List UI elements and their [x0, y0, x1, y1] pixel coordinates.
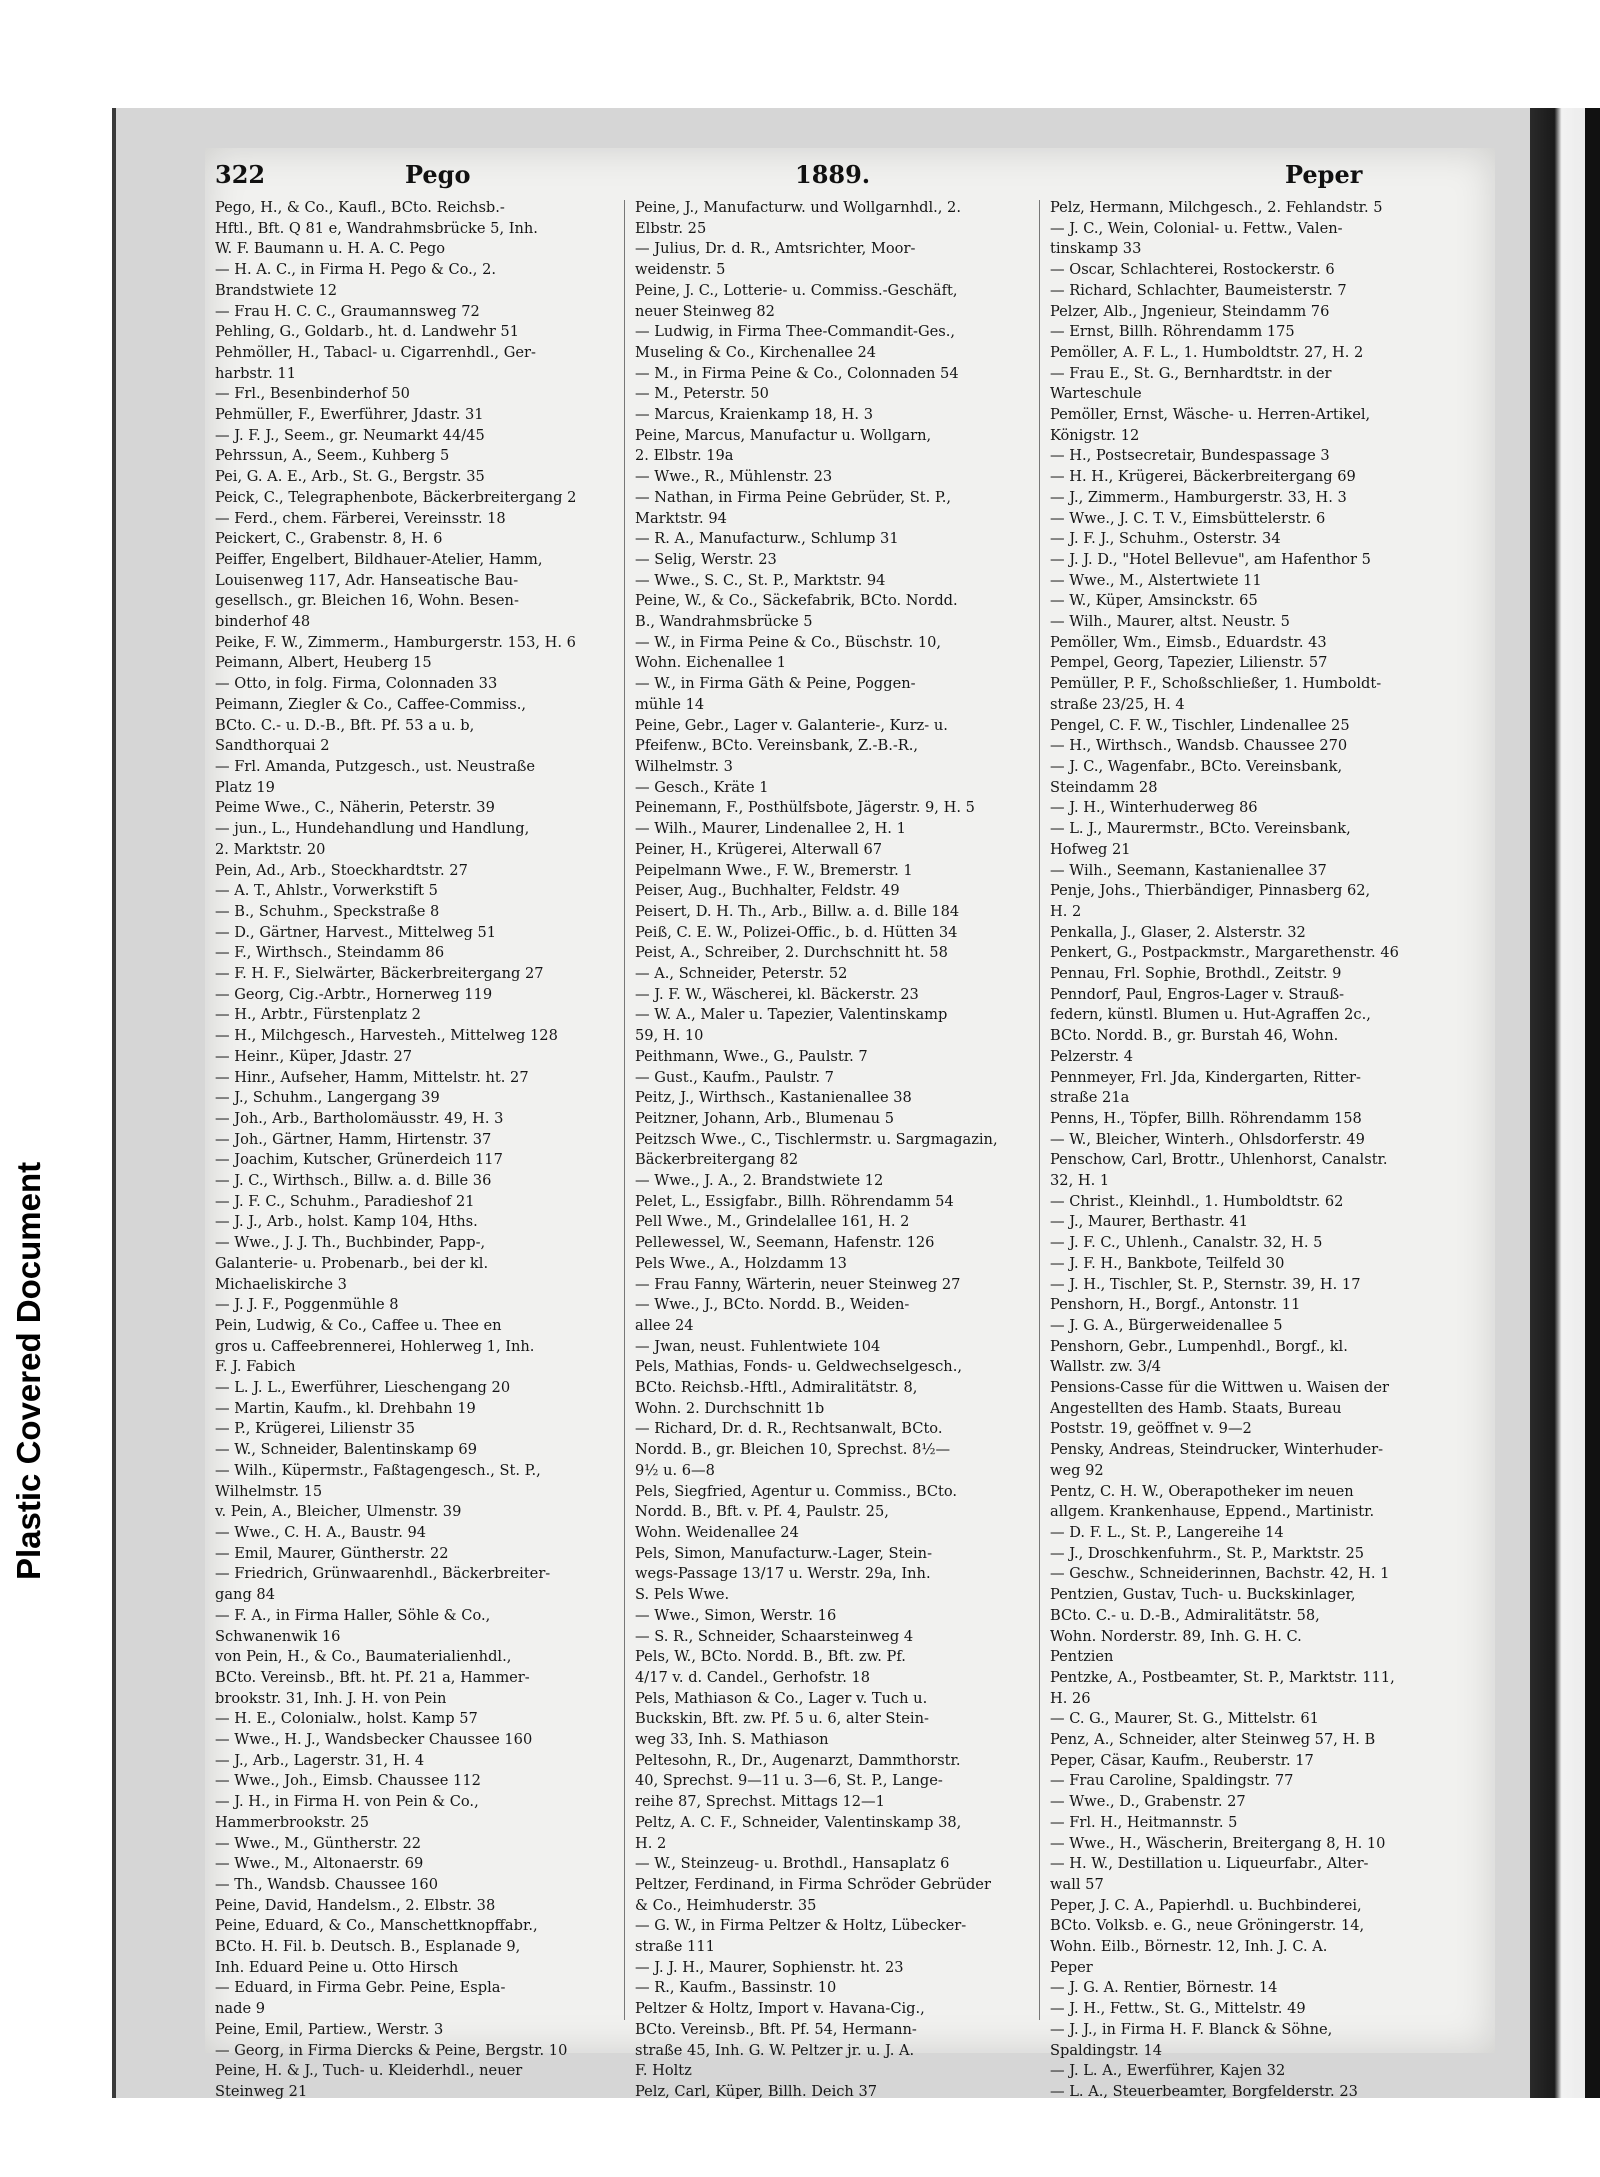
directory-entry: — W., Küper, Amsinckstr. 65	[1050, 592, 1258, 610]
directory-entry: — P., Krügerei, Lilienstr 35	[215, 1420, 416, 1438]
directory-entry: Pei, G. A. E., Arb., St. G., Bergstr. 35	[215, 468, 485, 486]
directory-entry: — Wwe., J. A., 2. Brandstwiete 12	[635, 1172, 884, 1190]
directory-entry: — Frau Caroline, Spaldingstr. 77	[1050, 1772, 1294, 1790]
directory-entry: — Friedrich, Grünwaarenhdl., Bäckerbreiter-	[215, 1565, 551, 1583]
directory-entry: Pensky, Andreas, Steindrucker, Winterhuder-	[1050, 1441, 1384, 1459]
directory-entry: tinskamp 33	[1050, 240, 1142, 258]
directory-entry: Pein, Ad., Arb., Stoeckhardtstr. 27	[215, 861, 468, 879]
directory-entry: weg 33, Inh. S. Mathiason	[635, 1731, 829, 1749]
directory-entry: Brandstwiete 12	[215, 281, 338, 299]
directory-entry: F. Holtz	[635, 2062, 692, 2080]
directory-entry: Penshorn, Gebr., Lumpenhdl., Borgf., kl.	[1050, 1337, 1348, 1355]
running-head-left: Pego	[405, 160, 471, 189]
directory-entry: Museling & Co., Kirchenallee 24	[635, 343, 877, 361]
directory-entry: — W., in Firma Peine & Co., Büschstr. 10,	[635, 633, 942, 651]
directory-entry: — Wilh., Küpermstr., Faßtagengesch., St. P.,	[215, 1461, 541, 1479]
directory-entry: Peine, H. & J., Tuch- u. Kleiderhdl., neuer	[215, 2062, 523, 2080]
directory-entry: — H., Postsecretair, Bundespassage 3	[1050, 447, 1330, 465]
directory-entry: S. Pels Wwe.	[635, 1586, 730, 1604]
directory-entry: BCto. H. Fil. b. Deutsch. B., Esplanade 9,	[215, 1938, 521, 1956]
directory-entry: F. J. Fabich	[215, 1358, 296, 1376]
directory-entry: Hammerbrookstr. 25	[215, 1813, 370, 1831]
directory-entry: Wilhelmstr. 15	[215, 1482, 323, 1500]
directory-entry: Pemöller, Ernst, Wäsche- u. Herren-Artikel,	[1050, 406, 1371, 424]
directory-entry: — Geschw., Schneiderinnen, Bachstr. 42, H. 1	[1050, 1565, 1390, 1583]
running-head-right: Peper	[1285, 160, 1363, 189]
directory-entry: — Georg, in Firma Diercks & Peine, Bergstr. 10	[215, 2041, 568, 2059]
directory-entry: — A., Schneider, Peterstr. 52	[635, 965, 848, 983]
directory-entry: Peick, C., Telegraphenbote, Bäckerbreitergang 2	[215, 488, 577, 506]
directory-entry: — A. T., Ahlstr., Vorwerkstift 5	[215, 882, 438, 900]
directory-entry: Peitz, J., Wirthsch., Kastanienallee 38	[635, 1089, 912, 1107]
directory-entry: H. 26	[1050, 1689, 1091, 1707]
directory-entry: — Ernst, Billh. Röhrendamm 175	[1050, 323, 1295, 341]
directory-entry: Steindamm 28	[1050, 778, 1158, 796]
directory-entry: Peickert, C., Grabenstr. 8, H. 6	[215, 530, 443, 548]
directory-entry: — J. H., Winterhuderweg 86	[1050, 799, 1258, 817]
directory-entry: mühle 14	[635, 695, 705, 713]
directory-column-1	[215, 198, 615, 2103]
directory-entry: Pels, W., BCto. Nordd. B., Bft. zw. Pf.	[635, 1648, 906, 1666]
column-divider	[624, 200, 625, 2020]
directory-entry: Peper, Cäsar, Kaufm., Reuberstr. 17	[1050, 1751, 1314, 1769]
directory-entry: Buckskin, Bft. zw. Pf. 5 u. 6, alter Stein-	[635, 1710, 929, 1728]
directory-entry: Pego, H., & Co., Kaufl., BCto. Reichsb.-	[215, 199, 505, 216]
directory-entry: — Wwe., J. J. Th., Buchbinder, Papp-,	[215, 1234, 486, 1252]
directory-entry: brookstr. 31, Inh. J. H. von Pein	[215, 1689, 447, 1707]
directory-entry: Peine, J., Manufacturw. und Wollgarnhdl., 2.	[635, 199, 961, 216]
directory-entry: weidenstr. 5	[635, 261, 726, 279]
directory-entry: Warteschule	[1050, 385, 1142, 403]
directory-entry: — H. W., Destillation u. Liqueurfabr., Alter-	[1050, 1855, 1369, 1873]
directory-entry: — J. F. C., Schuhm., Paradieshof 21	[215, 1192, 475, 1210]
directory-entry: Pelzer, Alb., Jngenieur, Steindamm 76	[1050, 302, 1330, 320]
directory-entry: — Joachim, Kutscher, Grünerdeich 117	[215, 1151, 503, 1169]
directory-entry: — Oscar, Schlachterei, Rostockerstr. 6	[1050, 261, 1335, 279]
directory-entry: 2. Marktstr. 20	[215, 840, 326, 858]
directory-entry: — Wwe., H. J., Wandsbecker Chaussee 160	[215, 1731, 533, 1749]
directory-entry: Pensions-Casse für die Wittwen u. Waisen der	[1050, 1379, 1389, 1397]
directory-entry: Inh. Eduard Peine u. Otto Hirsch	[215, 1958, 459, 1976]
directory-entry: — Eduard, in Firma Gebr. Peine, Espla-	[215, 1979, 506, 1997]
directory-entry: — D., Gärtner, Harvest., Mittelweg 51	[215, 923, 497, 941]
directory-entry: Peimann, Albert, Heuberg 15	[215, 654, 432, 672]
directory-entry: — J. C., Wein, Colonial- u. Fettw., Valen-	[1050, 219, 1343, 237]
directory-entry: Michaeliskirche 3	[215, 1275, 347, 1293]
page-number: 322	[215, 160, 266, 189]
directory-entry: — Wwe., C. H. A., Baustr. 94	[215, 1524, 427, 1541]
directory-entry: — C. G., Maurer, St. G., Mittelstr. 61	[1050, 1710, 1319, 1728]
directory-entry: Wallstr. zw. 3/4	[1050, 1358, 1161, 1376]
directory-entry: Peisert, D. H. Th., Arb., Billw. a. d. Bille 184	[635, 902, 960, 920]
directory-entry: wall 57	[1050, 1875, 1104, 1893]
directory-entry: Pelz, Hermann, Milchgesch., 2. Fehlandstr. 5	[1050, 199, 1383, 216]
directory-entry: BCto. Volksb. e. G., neue Gröningerstr. 14,	[1050, 1917, 1365, 1935]
directory-entry: Nordd. B., gr. Bleichen 10, Sprechst. 8½—	[635, 1441, 951, 1459]
directory-entry: Peipelmann Wwe., F. W., Bremerstr. 1	[635, 861, 913, 879]
directory-entry: — J. J., Arb., holst. Kamp 104, Hths.	[215, 1213, 478, 1231]
directory-entry: — Wwe., H., Wäscherin, Breitergang 8, H. 10	[1050, 1834, 1386, 1852]
directory-entry: Pelz, Carl, Küper, Billh. Deich 37	[635, 2082, 878, 2100]
directory-entry: Peine, Emil, Partiew., Werstr. 3	[215, 2020, 444, 2038]
directory-entry: allee 24	[635, 1316, 694, 1334]
directory-entry: Pennmeyer, Frl. Jda, Kindergarten, Ritter-	[1050, 1068, 1361, 1086]
directory-entry: — J. J., in Firma H. F. Blanck & Söhne,	[1050, 2020, 1333, 2038]
directory-entry: — J. C., Wirthsch., Billw. a. d. Bille 36	[215, 1172, 492, 1190]
directory-entry: straße 23/25, H. 4	[1050, 695, 1185, 713]
directory-entry: — H., Wirthsch., Wandsb. Chaussee 270	[1050, 737, 1348, 755]
directory-entry: Peist, A., Schreiber, 2. Durchschnitt ht. 58	[635, 944, 948, 962]
directory-entry: — J. H., Tischler, St. P., Sternstr. 39, H. 17	[1050, 1275, 1361, 1293]
directory-entry: weg 92	[1050, 1461, 1104, 1479]
directory-entry: Peine, W., & Co., Säckefabrik, BCto. Nordd.	[635, 592, 958, 610]
directory-entry: — J. G. A., Bürgerweidenallee 5	[1050, 1316, 1283, 1334]
directory-entry: Platz 19	[215, 778, 275, 796]
directory-entry: — L. J. L., Ewerführer, Lieschengang 20	[215, 1379, 511, 1397]
directory-entry: — Emil, Maurer, Güntherstr. 22	[215, 1544, 449, 1562]
directory-entry: straße 111	[635, 1938, 715, 1956]
directory-entry: Poststr. 19, geöffnet v. 9—2	[1050, 1420, 1252, 1438]
directory-entry: Wilhelmstr. 3	[635, 757, 733, 775]
directory-entry: — S. R., Schneider, Schaarsteinweg 4	[635, 1627, 914, 1645]
directory-entry: — R., Kaufm., Bassinstr. 10	[635, 1979, 837, 1997]
directory-entry: nade 9	[215, 2000, 266, 2018]
directory-entry: Peine, David, Handelsm., 2. Elbstr. 38	[215, 1896, 496, 1914]
directory-entry: Marktstr. 94	[635, 509, 727, 527]
directory-entry: Pehrssun, A., Seem., Kuhberg 5	[215, 447, 450, 465]
directory-entry: 2. Elbstr. 19a	[635, 447, 734, 465]
directory-entry: Peime Wwe., C., Näherin, Peterstr. 39	[215, 799, 495, 817]
directory-entry: Pemöller, A. F. L., 1. Humboldtstr. 27, H. 2	[1050, 343, 1364, 361]
directory-entry: Pellewessel, W., Seemann, Hafenstr. 126	[635, 1234, 935, 1252]
directory-entry: — H., Arbtr., Fürstenplatz 2	[215, 1006, 421, 1024]
directory-entry: — Christ., Kleinhdl., 1. Humboldtstr. 62	[1050, 1192, 1344, 1210]
directory-entry: straße 45, Inh. G. W. Peltzer jr. u. J. A.	[635, 2041, 915, 2059]
directory-entry: Pentzke, A., Postbeamter, St. P., Marktstr. 111,	[1050, 1668, 1395, 1686]
directory-entry: Peimann, Ziegler & Co., Caffee-Commiss.,	[215, 695, 527, 713]
directory-entry: Pehmöller, H., Tabacl- u. Cigarrenhdl., Ger-	[215, 343, 536, 361]
directory-entry: Peiser, Aug., Buchhalter, Feldstr. 49	[635, 882, 900, 900]
directory-entry: Peike, F. W., Zimmerm., Hamburgerstr. 153, H. 6	[215, 633, 576, 651]
directory-entry: 4/17 v. d. Candel., Gerhofstr. 18	[635, 1668, 871, 1686]
directory-entry: — F., Wirthsch., Steindamm 86	[215, 944, 445, 962]
directory-entry: Penz, A., Schneider, alter Steinweg 57, H. B	[1050, 1731, 1376, 1749]
directory-entry: Steinweg 21	[215, 2082, 308, 2100]
side-label: Plastic Covered Document	[10, 1161, 47, 1580]
directory-entry: v. Pein, A., Bleicher, Ulmenstr. 39	[215, 1503, 462, 1521]
directory-entry: — Wwe., Simon, Werstr. 16	[635, 1606, 837, 1624]
directory-entry: Pehmüller, F., Ewerführer, Jdastr. 31	[215, 406, 484, 424]
directory-entry: — R. A., Manufacturw., Schlump 31	[635, 530, 899, 548]
directory-entry: Pennau, Frl. Sophie, Brothdl., Zeitstr. 9	[1050, 965, 1342, 983]
directory-entry: — Wwe., D., Grabenstr. 27	[1050, 1793, 1246, 1811]
directory-entry: H. 2	[1050, 902, 1082, 920]
directory-entry: Hofweg 21	[1050, 840, 1131, 858]
column-divider	[1039, 200, 1040, 2020]
directory-entry: — Frau E., St. G., Bernhardtstr. in der	[1050, 364, 1332, 382]
directory-entry: Peine, Marcus, Manufactur u. Wollgarn,	[635, 426, 932, 444]
directory-entry: Peitzsch Wwe., C., Tischlermstr. u. Sargmagazin,	[635, 1130, 998, 1148]
directory-entry: Peiffer, Engelbert, Bildhauer-Atelier, Hamm,	[215, 550, 543, 568]
directory-entry: — J., Arb., Lagerstr. 31, H. 4	[215, 1751, 425, 1769]
directory-entry: Penje, Johs., Thierbändiger, Pinnasberg 62,	[1050, 882, 1371, 900]
directory-entry: Spaldingstr. 14	[1050, 2041, 1163, 2059]
directory-entry: — F. H. F., Sielwärter, Bäckerbreitergang 27	[215, 965, 544, 983]
directory-entry: straße 21a	[1050, 1089, 1130, 1107]
directory-entry: reihe 87, Sprechst. Mittags 12—1	[635, 1793, 885, 1811]
directory-entry: wegs-Passage 13/17 u. Werstr. 29a, Inh.	[635, 1565, 931, 1583]
directory-entry: Wohn. Eilb., Börnestr. 12, Inh. J. C. A.	[1050, 1938, 1328, 1956]
directory-entry: Peper, J. C. A., Papierhdl. u. Buchbinderei,	[1050, 1896, 1362, 1914]
directory-entry: — G. W., in Firma Peltzer & Holtz, Lübecker-	[635, 1917, 967, 1935]
directory-entry: — Wwe., Joh., Eimsb. Chaussee 112	[215, 1772, 481, 1790]
directory-entry: — J. C., Wagenfabr., BCto. Vereinsbank,	[1050, 757, 1343, 775]
directory-entry: — Marcus, Kraienkamp 18, H. 3	[635, 406, 873, 424]
directory-entry: — J., Maurer, Berthastr. 41	[1050, 1213, 1249, 1231]
directory-entry: Pfeifenw., BCto. Vereinsbank, Z.-B.-R.,	[635, 737, 919, 755]
directory-entry: — M., in Firma Peine & Co., Colonnaden 54	[635, 364, 959, 382]
directory-entry: — W., Bleicher, Winterh., Ohlsdorferstr. 49	[1050, 1130, 1365, 1148]
directory-entry: — J. L. A., Ewerführer, Kajen 32	[1050, 2062, 1286, 2080]
directory-entry: — Wilh., Maurer, altst. Neustr. 5	[1050, 613, 1290, 631]
directory-entry: — J. F. C., Uhlenh., Canalstr. 32, H. 5	[1050, 1234, 1323, 1252]
directory-entry: gesellsch., gr. Bleichen 16, Wohn. Besen-	[215, 592, 519, 610]
directory-entry: Penshorn, H., Borgf., Antonstr. 11	[1050, 1296, 1301, 1314]
directory-entry: gros u. Caffeebrennerei, Hohlerweg 1, Inh.	[215, 1337, 535, 1355]
directory-entry: Peltzer & Holtz, Import v. Havana-Cig.,	[635, 2000, 925, 2018]
directory-entry: Pelet, L., Essigfabr., Billh. Röhrendamm 54	[635, 1192, 954, 1210]
directory-entry: Peper	[1050, 1958, 1093, 1976]
directory-entry: — M., Peterstr. 50	[635, 385, 769, 403]
directory-entry: Peine, Gebr., Lager v. Galanterie-, Kurz- u.	[635, 716, 948, 734]
directory-entry: Hftl., Bft. Q 81 e, Wandrahmsbrücke 5, Inh.	[215, 219, 538, 237]
directory-entry: Pels, Mathias, Fonds- u. Geldwechselgesch.,	[635, 1358, 962, 1376]
directory-entry: Galanterie- u. Probenarb., bei der kl.	[215, 1254, 489, 1272]
directory-entry: — J. F. J., Seem., gr. Neumarkt 44/45	[215, 426, 485, 444]
directory-entry: — J. J. F., Poggenmühle 8	[215, 1296, 399, 1314]
directory-entry: — W., Schneider, Balentinskamp 69	[215, 1441, 477, 1459]
directory-entry: — Wwe., M., Altonaerstr. 69	[215, 1855, 424, 1873]
directory-entry: Peltz, A. C. F., Schneider, Valentinskamp 38,	[635, 1813, 962, 1831]
directory-entry: Königstr. 12	[1050, 426, 1140, 444]
directory-entry: — Ludwig, in Firma Thee-Commandit-Ges.,	[635, 323, 956, 341]
directory-entry: W. F. Baumann u. H. A. C. Pego	[215, 240, 446, 258]
directory-entry: BCto. Vereinsb., Bft. Pf. 54, Hermann-	[635, 2020, 917, 2038]
directory-entry: — J. H., Fettw., St. G., Mittelstr. 49	[1050, 2000, 1306, 2018]
directory-entry: — J., Droschkenfuhrm., St. P., Marktstr. 25	[1050, 1544, 1365, 1562]
directory-entry: Pemöller, Wm., Eimsb., Eduardstr. 43	[1050, 633, 1327, 651]
directory-entry: — D. F. L., St. P., Langereihe 14	[1050, 1524, 1284, 1541]
directory-entry: — L. J., Maurermstr., BCto. Vereinsbank,	[1050, 820, 1351, 838]
directory-entry: Nordd. B., Bft. v. Pf. 4, Paulstr. 25,	[635, 1503, 889, 1521]
directory-entry: — Jwan, neust. Fuhlentwiete 104	[635, 1337, 881, 1355]
directory-entry: — Wilh., Seemann, Kastanienallee 37	[1050, 861, 1327, 879]
directory-entry: Pemüller, P. F., Schoßschließer, 1. Humboldt-	[1050, 675, 1382, 693]
directory-entry: Wohn. Eichenallee 1	[635, 654, 787, 672]
directory-entry: 40, Sprechst. 9—11 u. 3—6, St. P., Lange-	[635, 1772, 943, 1790]
directory-entry: Angestellten des Hamb. Staats, Bureau	[1050, 1399, 1342, 1417]
directory-entry: — Wilh., Maurer, Lindenallee 2, H. 1	[635, 820, 906, 838]
directory-entry: — Wwe., R., Mühlenstr. 23	[635, 468, 833, 486]
directory-entry: BCto. Nordd. B., gr. Burstah 46, Wohn.	[1050, 1027, 1339, 1045]
directory-entry: — Julius, Dr. d. R., Amtsrichter, Moor-	[635, 240, 916, 258]
directory-entry: Pell Wwe., M., Grindelallee 161, H. 2	[635, 1213, 910, 1231]
directory-entry: — H., Milchgesch., Harvesteh., Mittelweg 128	[215, 1027, 558, 1045]
directory-entry: — Ferd., chem. Färberei, Vereinsstr. 18	[215, 509, 506, 527]
directory-entry: & Co., Heimhuderstr. 35	[635, 1896, 817, 1914]
year-heading: 1889.	[795, 160, 871, 189]
directory-entry: — H. E., Colonialw., holst. Kamp 57	[215, 1710, 478, 1728]
directory-entry: Pels, Mathiason & Co., Lager v. Tuch u.	[635, 1689, 928, 1707]
directory-entry: harbstr. 11	[215, 364, 296, 382]
directory-entry: — J. J. D., "Hotel Bellevue", am Hafenthor 5	[1050, 550, 1371, 568]
directory-entry: — J., Zimmerm., Hamburgerstr. 33, H. 3	[1050, 488, 1347, 506]
directory-entry: federn, künstl. Blumen u. Hut-Agraffen 2c.,	[1050, 1006, 1371, 1024]
directory-entry: — W., Steinzeug- u. Brothdl., Hansaplatz 6	[635, 1855, 950, 1873]
directory-entry: — Otto, in folg. Firma, Colonnaden 33	[215, 675, 498, 693]
directory-entry: — L. A., Steuerbeamter, Borgfelderstr. 23	[1050, 2082, 1358, 2100]
directory-entry: Pentzien, Gustav, Tuch- u. Buckskinlager,	[1050, 1586, 1356, 1604]
directory-entry: Pengel, C. F. W., Tischler, Lindenallee 25	[1050, 716, 1350, 734]
directory-entry: BCto. C.- u. D.-B., Admiralitätstr. 58,	[1050, 1606, 1320, 1624]
directory-entry: binderhof 48	[215, 613, 311, 631]
directory-entry: BCto. C.- u. D.-B., Bft. Pf. 53 a u. b,	[215, 716, 475, 734]
directory-entry: — Gesch., Kräte 1	[635, 778, 769, 796]
directory-entry: Pentz, C. H. W., Oberapotheker im neuen	[1050, 1482, 1354, 1500]
directory-entry: — J., Schuhm., Langergang 39	[215, 1089, 440, 1107]
directory-entry: Wohn. Norderstr. 89, Inh. G. H. C.	[1050, 1627, 1302, 1645]
directory-entry: — Wwe., J. C. T. V., Eimsbüttelerstr. 6	[1050, 509, 1326, 527]
directory-entry: Pelzerstr. 4	[1050, 1047, 1134, 1065]
directory-entry: — Frl. Amanda, Putzgesch., ust. Neustraße	[215, 757, 536, 775]
directory-entry: — F. A., in Firma Haller, Söhle & Co.,	[215, 1606, 491, 1624]
directory-entry: neuer Steinweg 82	[635, 302, 775, 320]
directory-entry: gang 84	[215, 1586, 275, 1604]
directory-entry: Pein, Ludwig, & Co., Caffee u. Thee en	[215, 1316, 502, 1334]
directory-entry: B., Wandrahmsbrücke 5	[635, 613, 813, 631]
directory-entry: — Joh., Arb., Bartholomäusstr. 49, H. 3	[215, 1109, 504, 1127]
document-page	[205, 148, 1495, 2100]
directory-column-2	[635, 198, 1035, 2103]
directory-entry: Pehling, G., Goldarb., ht. d. Landwehr 51	[215, 323, 520, 341]
directory-entry: — W., in Firma Gäth & Peine, Poggen-	[635, 675, 916, 693]
directory-entry: — Martin, Kaufm., kl. Drehbahn 19	[215, 1399, 476, 1417]
directory-entry: — J. H., in Firma H. von Pein & Co.,	[215, 1793, 479, 1811]
directory-column-3	[1050, 198, 1450, 2103]
directory-entry: — J. F. J., Schuhm., Osterstr. 34	[1050, 530, 1281, 548]
directory-entry: Elbstr. 25	[635, 219, 707, 237]
directory-entry: — B., Schuhm., Speckstraße 8	[215, 902, 440, 920]
directory-entry: — W. A., Maler u. Tapezier, Valentinskamp	[635, 1006, 948, 1024]
directory-entry: H. 2	[635, 1834, 667, 1852]
directory-entry: Peithmann, Wwe., G., Paulstr. 7	[635, 1047, 868, 1065]
directory-entry: Penns, H., Töpfer, Billh. Röhrendamm 158	[1050, 1109, 1362, 1127]
directory-entry: — jun., L., Hundehandlung und Handlung,	[215, 820, 530, 838]
directory-entry: — Th., Wandsb. Chaussee 160	[215, 1875, 438, 1893]
directory-entry: Sandthorquai 2	[215, 737, 330, 755]
directory-entry: — Richard, Dr. d. R., Rechtsanwalt, BCto.	[635, 1420, 943, 1438]
directory-entry: — Gust., Kaufm., Paulstr. 7	[635, 1068, 834, 1086]
page-header	[205, 160, 1495, 200]
page-edge	[1585, 108, 1600, 2098]
directory-entry: Pentzien	[1050, 1648, 1114, 1666]
directory-entry: Peiner, H., Krügerei, Alterwall 67	[635, 840, 883, 858]
directory-entry: Wohn. 2. Durchschnitt 1b	[635, 1399, 825, 1417]
directory-entry: Pempel, Georg, Tapezier, Lilienstr. 57	[1050, 654, 1328, 672]
directory-entry: Peine, Eduard, & Co., Manschettknopffabr.,	[215, 1917, 538, 1935]
directory-entry: — Heinr., Küper, Jdastr. 27	[215, 1047, 413, 1065]
directory-entry: — Selig, Werstr. 23	[635, 550, 777, 568]
directory-entry: — H. H., Krügerei, Bäckerbreitergang 69	[1050, 468, 1356, 486]
directory-entry: Penkalla, J., Glaser, 2. Alsterstr. 32	[1050, 923, 1306, 941]
directory-entry: Bäckerbreitergang 82	[635, 1151, 799, 1169]
directory-entry: — Wwe., M., Güntherstr. 22	[215, 1834, 422, 1852]
directory-entry: Louisenweg 117, Adr. Hanseatische Bau-	[215, 571, 519, 589]
directory-entry: — Wwe., J., BCto. Nordd. B., Weiden-	[635, 1296, 910, 1314]
directory-entry: — Frau H. C. C., Graumannsweg 72	[215, 302, 480, 320]
directory-entry: — Wwe., M., Alstertwiete 11	[1050, 571, 1262, 589]
directory-entry: — Wwe., S. C., St. P., Marktstr. 94	[635, 571, 886, 589]
directory-entry: Pels Wwe., A., Holzdamm 13	[635, 1254, 847, 1272]
directory-entry: Pels, Siegfried, Agentur u. Commiss., BCto.	[635, 1482, 958, 1500]
directory-entry: Pels, Simon, Manufacturw.-Lager, Stein-	[635, 1544, 933, 1562]
directory-entry: Penkert, G., Postpackmstr., Margarethenstr. 46	[1050, 944, 1399, 962]
directory-entry: von Pein, H., & Co., Baumaterialienhdl.,	[215, 1648, 512, 1666]
directory-entry: — Hinr., Aufseher, Hamm, Mittelstr. ht. 27	[215, 1068, 529, 1086]
directory-entry: 32, H. 1	[1050, 1172, 1110, 1190]
directory-entry: — J. G. A. Rentier, Börnestr. 14	[1050, 1979, 1278, 1997]
directory-entry: — Joh., Gärtner, Hamm, Hirtenstr. 37	[215, 1130, 492, 1148]
directory-entry: — H. A. C., in Firma H. Pego & Co., 2.	[215, 261, 497, 279]
directory-entry: Penndorf, Paul, Engros-Lager v. Strauß-	[1050, 985, 1345, 1003]
directory-entry: Peitzner, Johann, Arb., Blumenau 5	[635, 1109, 894, 1127]
directory-entry: Peinemann, F., Posthülfsbote, Jägerstr. 9, H. 5	[635, 799, 975, 817]
directory-entry: — Frau Fanny, Wärterin, neuer Steinweg 27	[635, 1275, 961, 1293]
directory-entry: Wohn. Weidenallee 24	[635, 1524, 799, 1541]
directory-entry: Peltesohn, R., Dr., Augenarzt, Dammthorstr.	[635, 1751, 961, 1769]
directory-entry: — Richard, Schlachter, Baumeisterstr. 7	[1050, 281, 1347, 299]
directory-entry: — Frl., Besenbinderhof 50	[215, 385, 410, 403]
directory-entry: Schwanenwik 16	[215, 1627, 341, 1645]
directory-entry: — J. F. H., Bankbote, Teilfeld 30	[1050, 1254, 1285, 1272]
directory-entry: Peiß, C. E. W., Polizei-Offic., b. d. Hütten 34	[635, 923, 958, 941]
directory-entry: Peltzer, Ferdinand, in Firma Schröder Gebrüder	[635, 1875, 991, 1893]
directory-entry: allgem. Krankenhause, Eppend., Martinistr.	[1050, 1503, 1375, 1521]
directory-entry: — J. J. H., Maurer, Sophienstr. ht. 23	[635, 1958, 904, 1976]
directory-entry: — Frl. H., Heitmannstr. 5	[1050, 1813, 1238, 1831]
directory-entry: 59, H. 10	[635, 1027, 704, 1045]
directory-entry: Penschow, Carl, Brottr., Uhlenhorst, Canalstr.	[1050, 1151, 1388, 1169]
directory-entry: — Georg, Cig.-Arbtr., Hornerweg 119	[215, 985, 493, 1003]
directory-entry: Peine, J. C., Lotterie- u. Commiss.-Geschäft,	[635, 281, 958, 299]
directory-entry: — Nathan, in Firma Peine Gebrüder, St. P.,	[635, 488, 952, 506]
directory-entry: BCto. Reichsb.-Hftl., Admiralitätstr. 8,	[635, 1379, 918, 1397]
directory-entry: 9½ u. 6—8	[635, 1461, 715, 1479]
directory-entry: BCto. Vereinsb., Bft. ht. Pf. 21 a, Hammer-	[215, 1668, 530, 1686]
directory-entry: — J. F. W., Wäscherei, kl. Bäckerstr. 23	[635, 985, 919, 1003]
